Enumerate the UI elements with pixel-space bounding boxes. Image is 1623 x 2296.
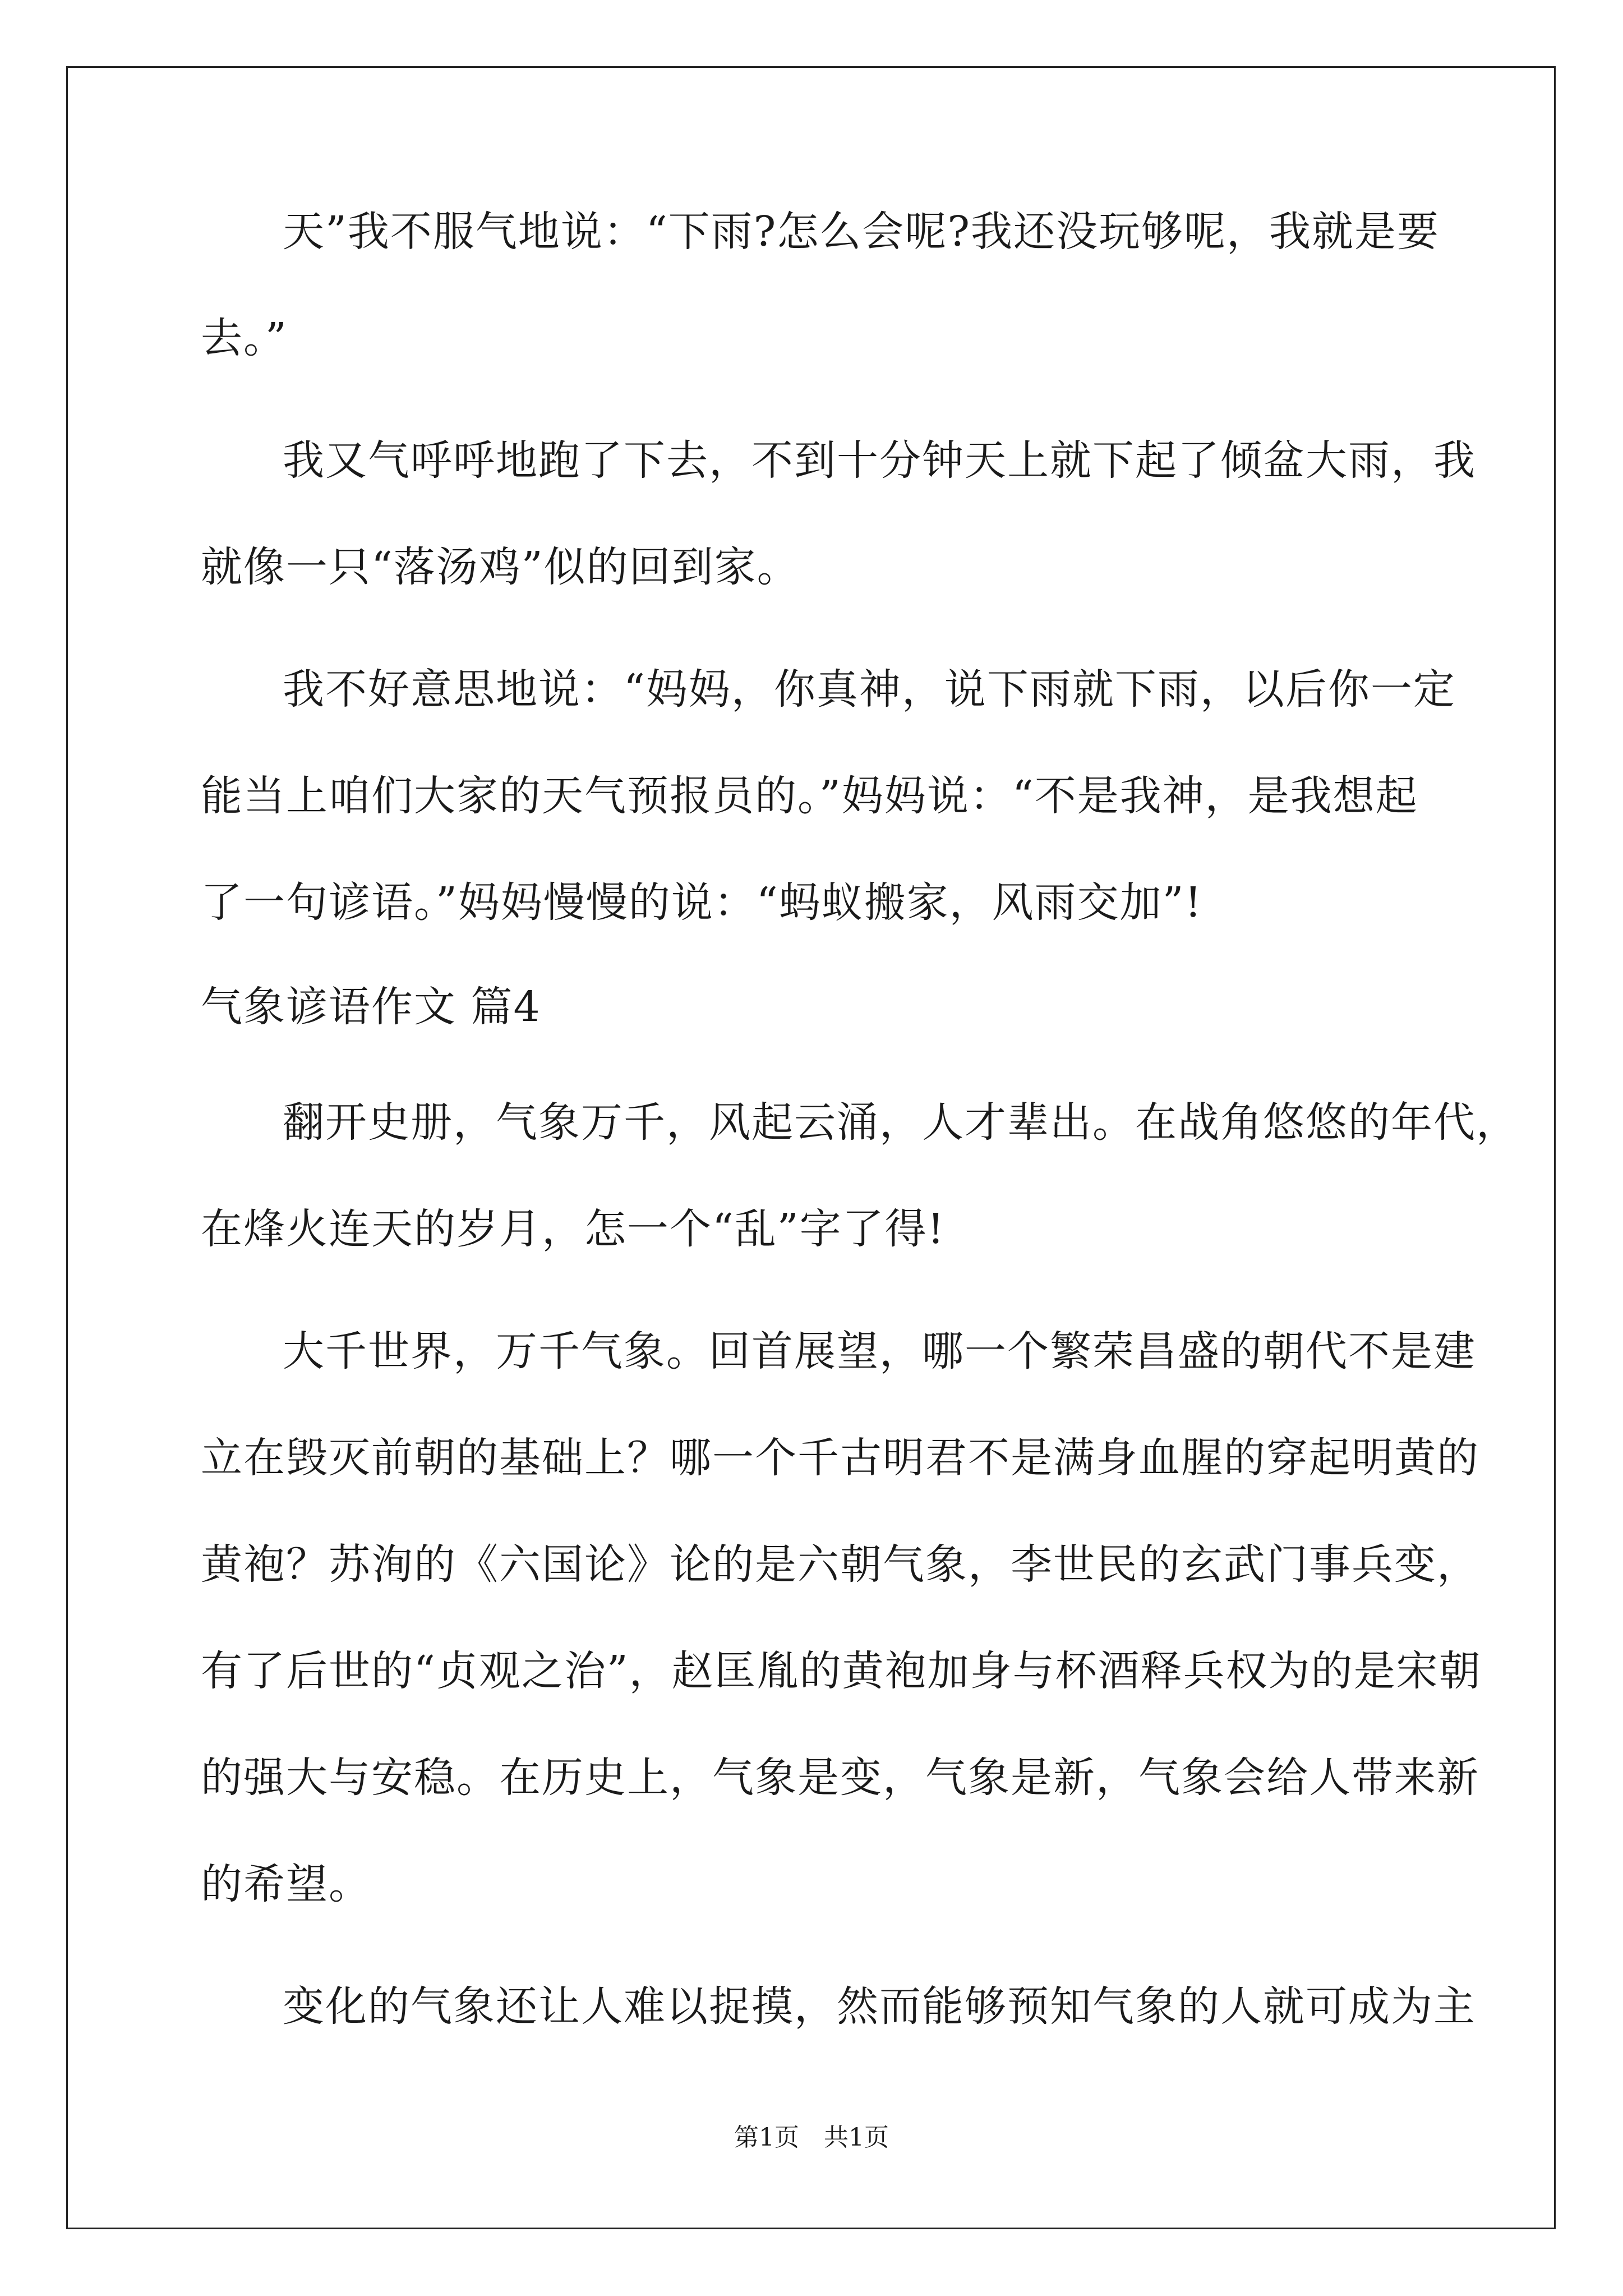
section-heading: 气象谚语作文 篇4 [201,983,541,1031]
page-number-footer: 第1页 共1页 [734,2123,889,2152]
paragraph-line: 我又气呼呼地跑了下去，不到十分钟天上就下起了倾盆大雨，我 [283,436,1476,485]
paragraph-line: 就像一只“落汤鸡”似的回到家。 [201,543,800,591]
paragraph-line: 有了后世的“贞观之治”，赵匡胤的黄袍加身与杯酒释兵权为的是宋朝 [201,1647,1482,1695]
paragraph-line: 天”我不服气地说：“下雨?怎么会呢?我还没玩够呢，我就是要 [283,208,1440,256]
paragraph-line: 去。” [201,314,288,362]
paragraph-line: 大千世界，万千气象。回首展望，哪一个繁荣昌盛的朝代不是建 [283,1327,1476,1375]
paragraph-line: 变化的气象还让人难以捉摸，然而能够预知气象的人就可成为主 [283,1982,1476,2031]
paragraph-line: 的强大与安稳。在历史上，气象是变，气象是新，气象会给人带来新 [201,1754,1479,1802]
paragraph-line: 能当上咱们大家的天气预报员的。”妈妈说：“不是我神，是我想起 [201,772,1418,820]
paragraph-line: 了一句谚语。”妈妈慢慢的说：“蚂蚁搬家，风雨交加”! [201,878,1203,927]
paragraph-line: 的希望。 [201,1860,371,1908]
paragraph-line: 在烽火连天的岁月，怎一个“乱”字了得! [201,1205,946,1253]
paragraph-line: 我不好意思地说：“妈妈，你真神，说下雨就下雨，以后你一定 [283,665,1456,714]
paragraph-line: 立在毁灭前朝的基础上？哪一个千古明君不是满身血腥的穿起明黄的 [201,1434,1479,1482]
paragraph-line: 黄袍？苏洵的《六国论》论的是六朝气象，李世民的玄武门事兵变， [201,1540,1479,1589]
paragraph-line: 翻开史册，气象万千，风起云涌，人才辈出。在战角悠悠的年代， [283,1098,1519,1147]
